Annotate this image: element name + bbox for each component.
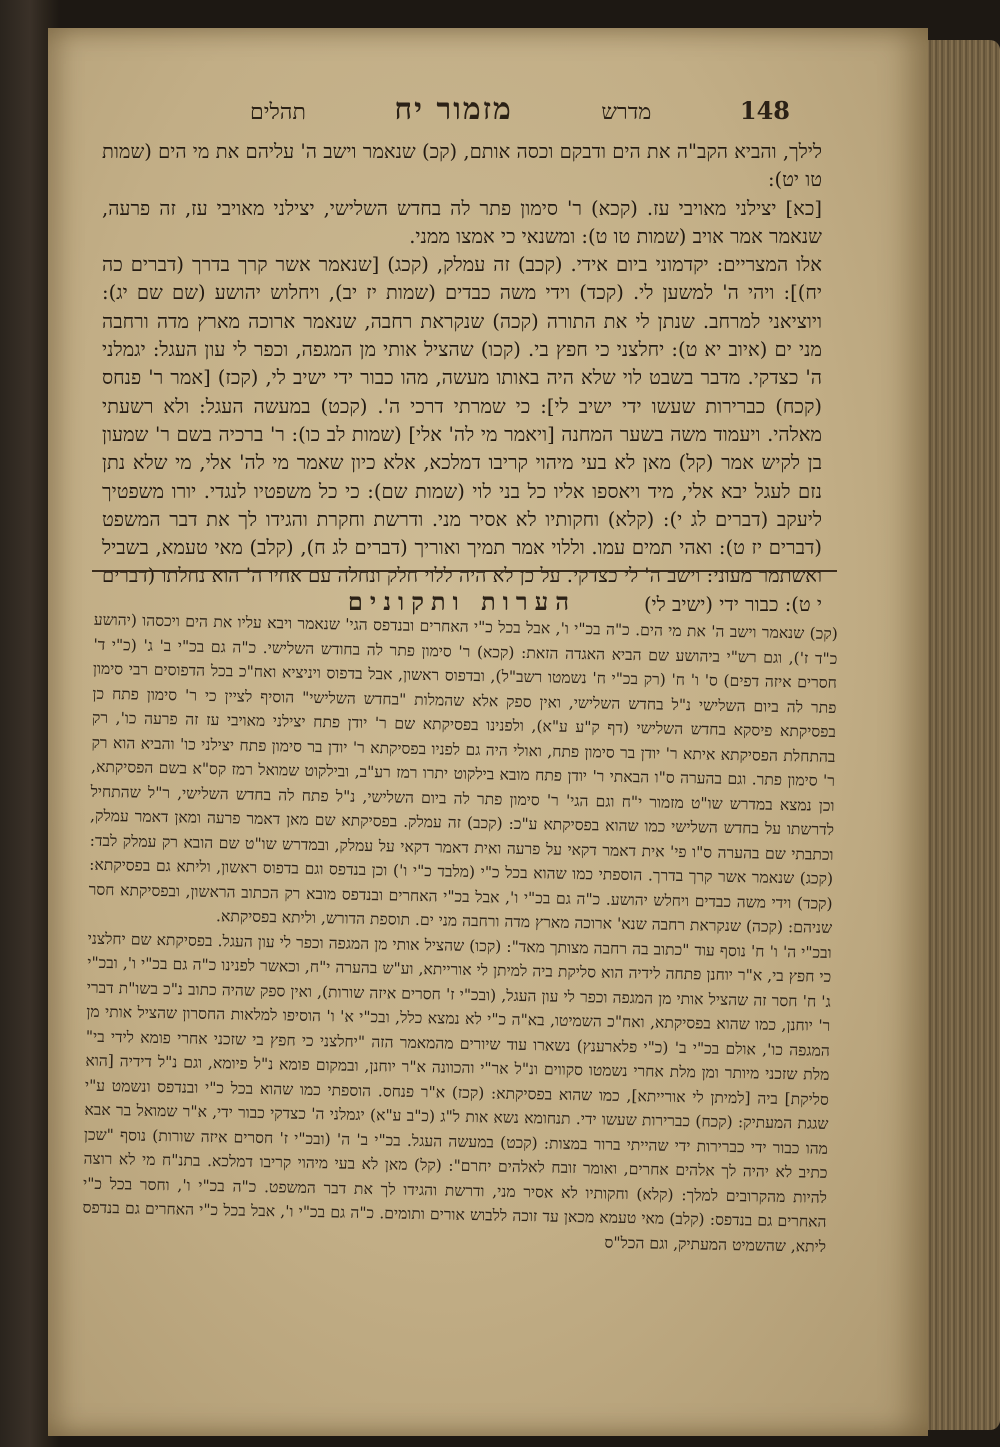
section-divider [92, 570, 837, 572]
notes-title: הערות ותקונים [347, 587, 577, 616]
header-mizmor: מזמור יח [394, 92, 513, 127]
main-paragraph: לילך, והביא הקב"ה את הים ודבקם וכסה אותם, (קכ) שנאמר וישב ה' עליהם את מי הים (שמות טו יט): [102, 140, 822, 192]
header-tehillim: תהלים [250, 100, 306, 125]
main-paragraph: [כא] יצילני מאויבי עז. (קכא) ר' סימון פתר לה בחדש השלישי, יצילני מאויבי עז, זה פרעה, שנאמר אמר אויב (שמות טו ט): ומשנאי כי אמצו ממני. [102, 196, 822, 248]
header-midrash: מדרש [601, 100, 652, 125]
main-paragraph: אלו המצריים: יקדמוני ביום אידי. (קכב) זה עמלק, (קכג) [שנאמר אשר קרך בדרך (דברים כה יח)]: ויהי ה' למשען לי. (קכד) וידי משה כבדים (שמות יז יב), ויחלוש יהושע (שם שם יג): ויוציאני למרחב. שנתן לי את התורה (קכה) שנקראת רחבה, שנאמר ארוכה מארץ מדה ורחבה מני ים (איוב יא ט): יחלצני כי חפץ בי. (קכו) שהציל אותי מן המגפה, וכפר לי עון העגל: יגמלני ה' כצדקי. מדבר בשבט לוי שלא היה באותו מעשה, מהו כבור ידי ישיב לי, (קכז) [אמר ר' פנחס (קכח) כברירות שעשו ידי ישיב לי]: כי שמרתי דרכי ה'. (קכט) במעשה העגל: ולא רשעתי מאלהי. ויעמוד משה בשער המחנה [ויאמר מי לה' אלי] (שמות לב כו): ר' ברכיה בשם ר' שמעון בן לקיש אמר (קל) מאן לא בעי מיהוי קריבו דמלכא, אלא כיון שאמר מי לה' אלי, מי שלא נתן נזם לעגל יבא אלי, מיד ויאספו אליו כל בני לוי (שמות שם): כי כל משפטיו לנגדי. יורו משפטיך ליעקב (דברים לג י): (קלא) וחקותיו לא אסיר מני. ודרשת וחקרת והגידו לך את דבר המשפט (דברים יז ט): ואהי תמים עמו. וללוי אמר תמיך ואוריך (דברים לג ח), (קלב) מאי טעמא, בשביל ואשתמר מעוני: וישב ה' לי כצדקי. על כן לא היה ללוי חלק ונחלה עם אחיו ה' הוא נחלתו (דברים י ט): כבור ידי (ישיב לי) [102, 253, 822, 616]
page-number: 148 [739, 96, 790, 125]
main-text [102, 138, 822, 619]
notes-text [82, 608, 838, 1259]
running-header [250, 92, 790, 132]
notes-paragraph: ובכ"י ה' ו' ח' נוסף עוד "כתוב בה רחבה מצותך מאד": (קכו) שהציל אותי מן המגפה וכפר לי עון העגל. בפסיקתא שם יחלצני כי חפץ בי, א"ר יוחנן פתחה לידיה הוא סליקת ביה למיתן לי אורייתא, וע"ש בהערה י"ח, וכאשר לפנינו כ"ה גם בכ"י ו', ובכ"י ג' ח' חסר זה שהציל אותי מן המגפה וכפר לי עון העגל, (ובכ"י ז' חסרים איזה שורות), ואין ספק שהיה כתוב נ"כ בשו"ת דברי ר' יוחנן, כמו שהוא בפסיקתא, ואח"כ השמיטו, בא"ה כ"י לא נמצא כלל, ובכ"י א' ו' הוסיפו למלאות החסרון שהציל אותי מן המגפה כו', אולם בכ"י ב' (כ"י פלארענץ) נשארו עוד שיורים מהמאמר הזה "יחלצני כי חפץ בי שזכני אחרי פומא לידי בי" מלת שזכני מיותר ומן מלת אחרי נשמטו סקווים ונ"ל אר"י והכוונה א"ר יוחנן, ובמקום פומא נ"ל פיומא, וגם נ"ל דידיה [הוא סליקת] ביה [למיתן לי אורייתא], כמו שהוא בפסיקתא: (קכז) א"ר פנחס. הוספתי כמו שהוא בכל כ"י ובנדפס ונשמט ע"י שגגת המעתיק: (קכח) כברירות שעשו ידי. תנחומא נשא אות ל"ג (כ"ב ע"א) יגמלני ה' כצדקי כבור ידי, א"ר שמואל בר אבא מהו כבור ידי כברירות ידי שהייתי ברור במצות: (קכט) במעשה העגל. בכ"י ב' ה' (ובכ"י ז' חסרים איזה שורות) נוסף "שכן כתיב לא יהיה לך אלהים אחרים, ואומר זובח לאלהים יחרם": (קל) מאן לא בעי מיהוי קריבו דמלכא. בתנ"ח מי לא רוצה להיות מהקרובים למלך: (קלא) וחקותיו לא אסיר מני, ודרשת והגידו לך את דבר המשפט. כ"ה בכ"י ו', וחסר בכל כ"י האחרים גם בנדפס: (קלב) מאי טעמא מכאן עד זוכה ללבוש אורים ותומים. כ"ה גם בכ"י ו', אבל בכל כ"י האחרים גם בנדפס ליתא, שהשמיט המעתיק, וגם הכל"ס [82, 929, 832, 1256]
book-spine [920, 40, 1000, 1430]
notes-paragraph: (קכ) שנאמר וישב ה' את מי הים. כ"ה בכ"י ו', אבל בכל כ"י האחרים ובנדפס הגי' שנאמר ויבא עליו את הים ויכסהו (יהושע כ"ד ז'), וגם רש"י ביהושע שם הביא האגדה הזאת: (קכא) ר' סימון פתר לה בחודש השלישי. כ"ה גם בכ"י ב' ג' (כ"י ד' חסרים איזה דפים) ס' ו' ח' (רק בכ"י ח' נשמטו רשב"ל), ובדפוס ראשון, אבל בדפוס ויניציא ואח"כ בכל הדפוסים רבי סימון פתר לה ביום השלישי נ"ל בחדש השלישי, ואין ספק אלא שהמלות "בחדש השלישי" הוסיף לציין כי ר' סימון פתח כן בפסיקתא פיסקא בחדש השלישי (דף ק"ע ע"א), ולפנינו בפסיקתא שם ר' יודן פתח יצילני מאויבי עז זה פרעה כו', רק בהתחלת הפסיקתא איתא ר' יודן בר סימון פתח, ואולי היה גם לפניו בפסיקתא ר' יודן בר סימון פתח יצילני כו' והביא הוא רק ר' סימון פתר. וגם בהערה ס"ו הבאתי ר' יודן פתח מובא בילקוט יתרו רמז רע"ב, ובילקוט שמואל רמז קס"א בשם הפסיקתא, וכן נמצא במדרש שו"ט מזמור י"ח וגם הגי' ר' סימון פתר לה ביום השלישי, נ"ל פתח לה בחדש השלישי, ר"ל שהתחיל לדרשתו על בחדש השלישי כמו שהוא בפסיקתא ע"כ: (קכב) זה עמלק. בפסיקתא שם מאן דאמר פרעה ומאן דאמר עמלק, וכתבתי שם בהערה ס"ו פי' אית דאמר דקאי על פרעה ואית דאמר דקאי על עמלק, ובמדרש שו"ט שם הובא רק עמלק לבד: (קכג) שנאמר אשר קרך בדרך. הוספתי כמו שהוא בכל כ"י (מלבד כ"י ו') וכן בנדפס וגם בדפוס ראשון, וליתא גם בפסיקתא: (קכד) וידי משה כבדים ויחלש יהושע. כ"ה גם בכ"י ו', אבל בכ"י האחרים ובנדפס מובא רק הכתוב הראשון, ובפסיקתא חסר שניהם: (קכה) שנקראת רחבה שנא' ארוכה מארץ מדה ורחבה מני ים. תוספת הדורש, וליתא בפסיקתא. [88, 610, 838, 937]
